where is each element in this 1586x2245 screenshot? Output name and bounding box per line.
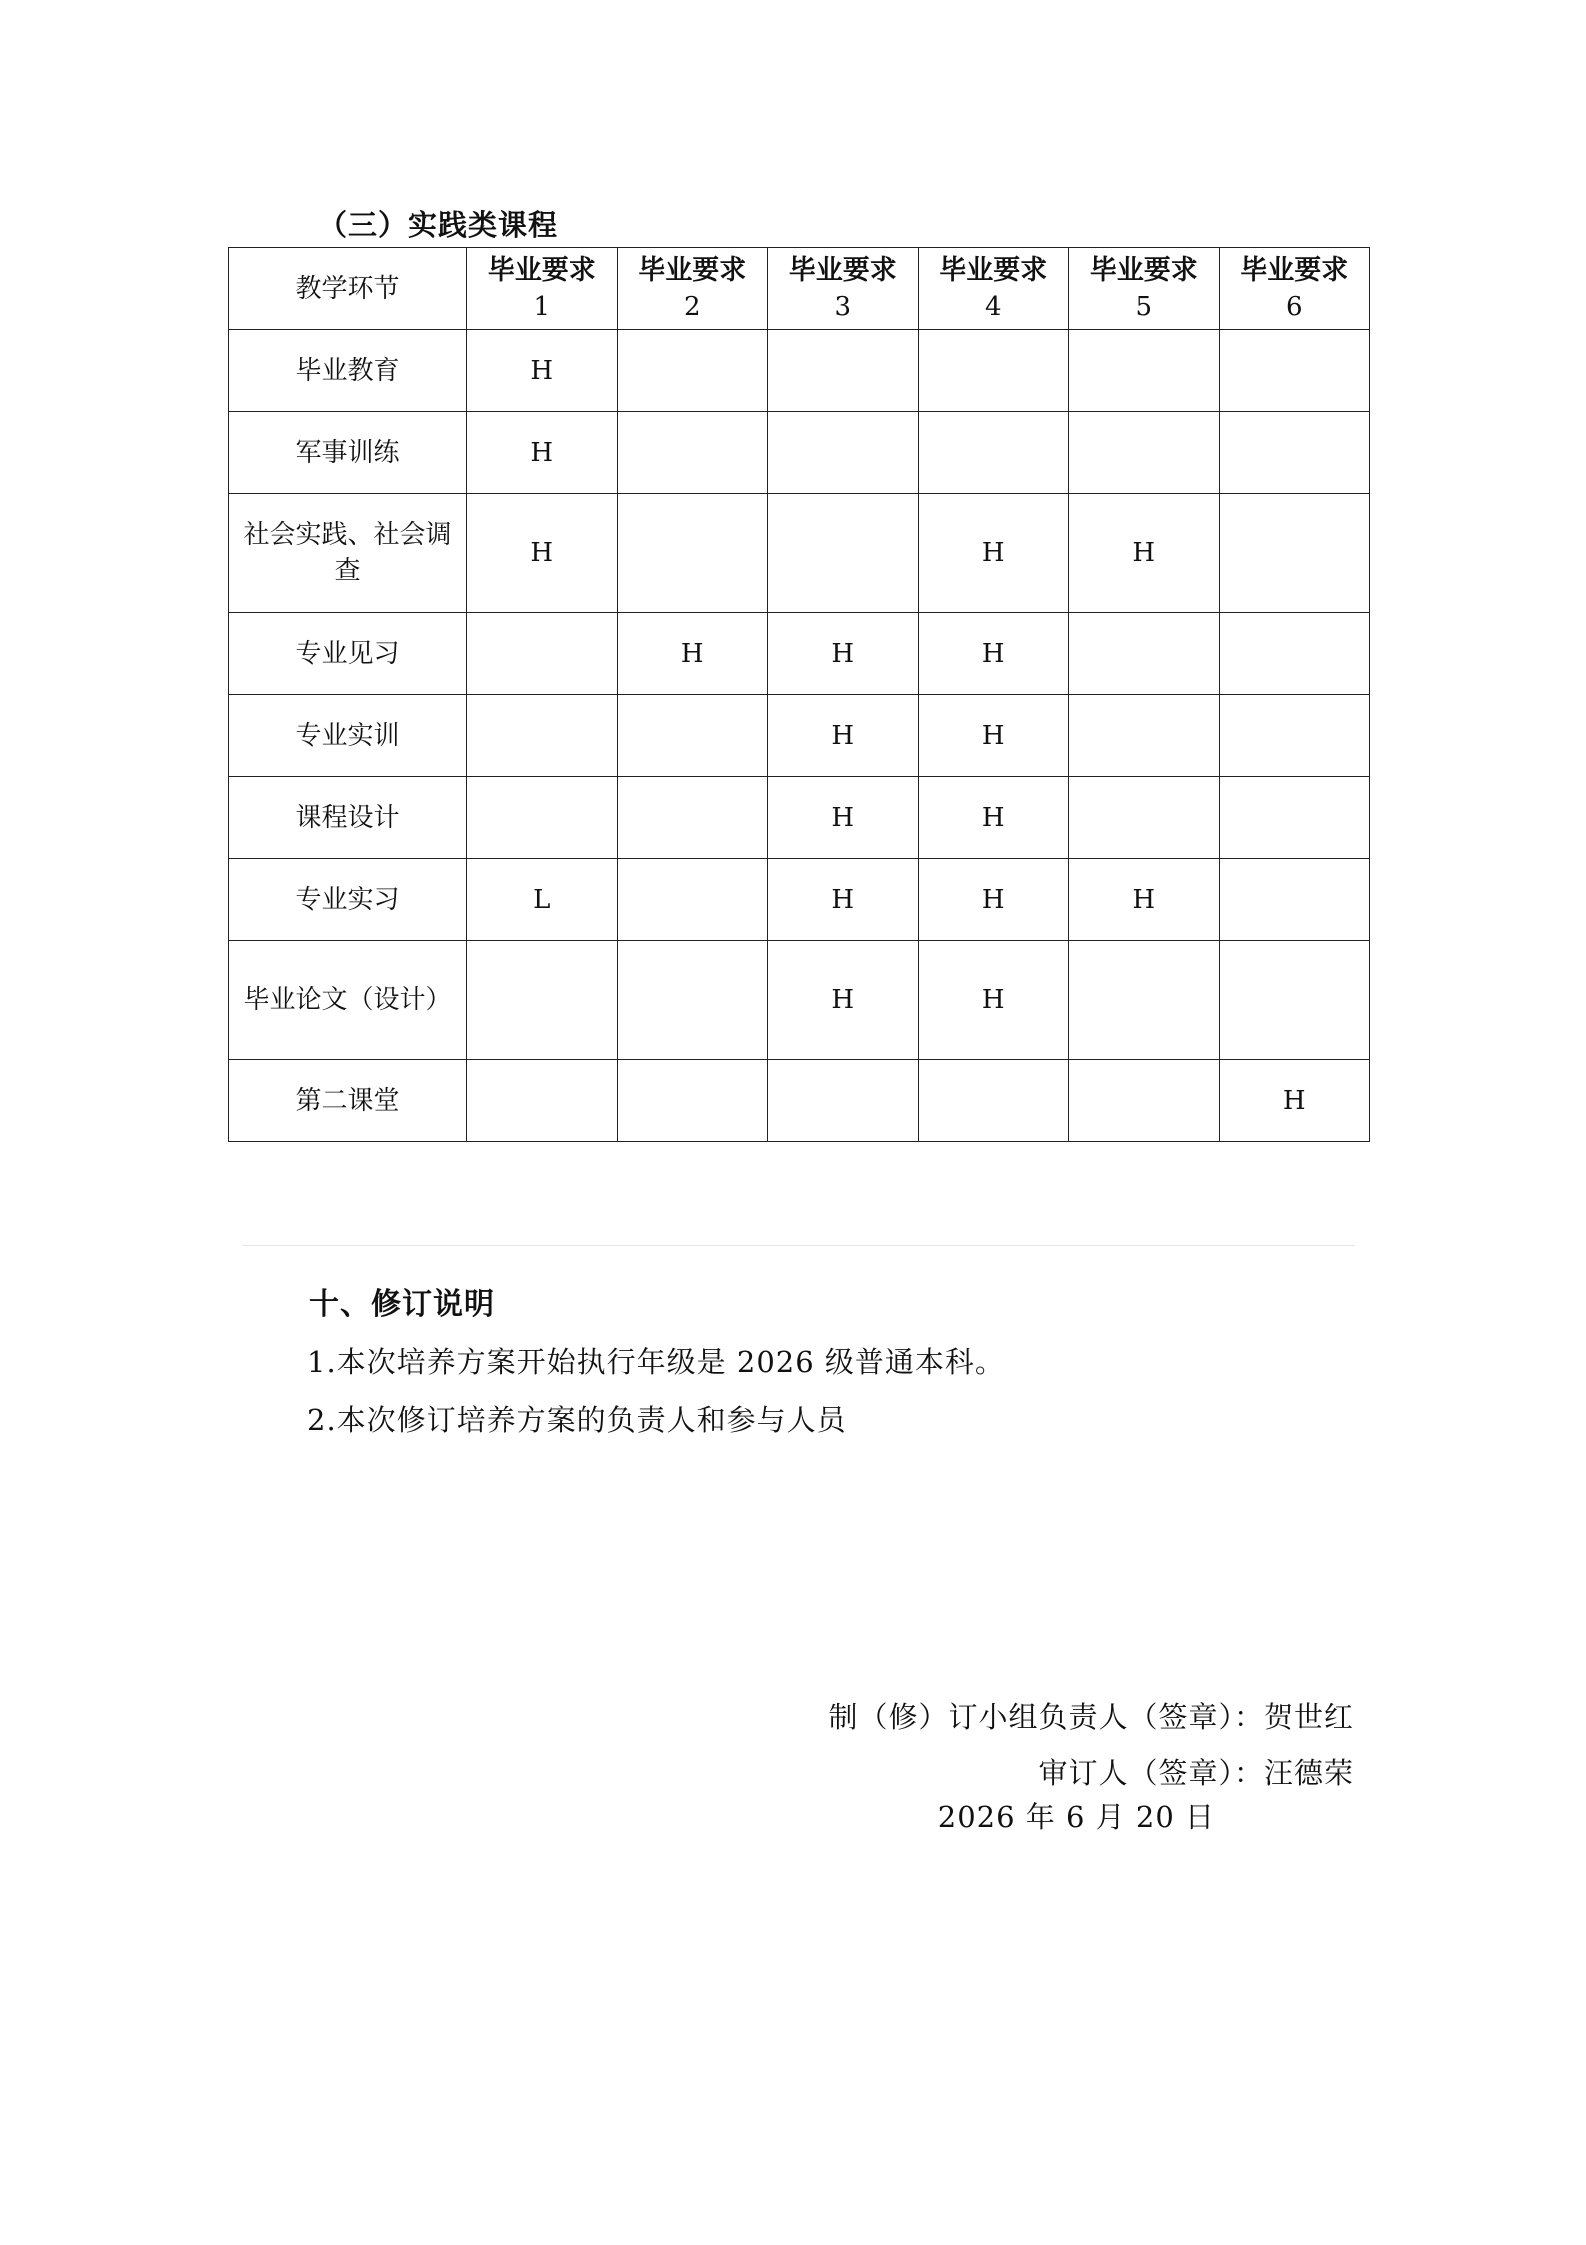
cell bbox=[617, 494, 768, 613]
cell bbox=[768, 1060, 919, 1142]
row-label: 课程设计 bbox=[229, 777, 467, 859]
cell bbox=[467, 941, 618, 1060]
cell bbox=[1219, 777, 1370, 859]
cell bbox=[1219, 859, 1370, 941]
cell: H bbox=[768, 941, 919, 1060]
row-label: 第二课堂 bbox=[229, 1060, 467, 1142]
cell bbox=[1069, 613, 1220, 695]
signature-date: 2026 年 6 月 20 日 bbox=[937, 1800, 1215, 1834]
cell bbox=[617, 1060, 768, 1142]
req-header-3: 毕业要求 3 bbox=[768, 248, 919, 330]
cell bbox=[1219, 941, 1370, 1060]
table-row bbox=[229, 412, 1370, 494]
table-row bbox=[229, 695, 1370, 777]
cell bbox=[467, 1060, 618, 1142]
cell bbox=[1069, 695, 1220, 777]
cell: H bbox=[768, 613, 919, 695]
req-header-6: 毕业要求 6 bbox=[1219, 248, 1370, 330]
req-header-2: 毕业要求 2 bbox=[617, 248, 768, 330]
cell: H bbox=[467, 412, 618, 494]
cell bbox=[1219, 695, 1370, 777]
cell: H bbox=[918, 613, 1069, 695]
cell bbox=[1069, 330, 1220, 412]
cell bbox=[467, 613, 618, 695]
cell: H bbox=[467, 494, 618, 613]
cell: H bbox=[918, 941, 1069, 1060]
corner-header: 教学环节 bbox=[229, 248, 467, 330]
cell bbox=[617, 695, 768, 777]
cell bbox=[1069, 1060, 1220, 1142]
table-row bbox=[229, 777, 1370, 859]
cell bbox=[1069, 412, 1220, 494]
table-row bbox=[229, 859, 1370, 941]
cell: H bbox=[1069, 859, 1220, 941]
section-title: （三）实践类课程 bbox=[318, 208, 559, 242]
cell bbox=[1069, 777, 1220, 859]
cell bbox=[1219, 613, 1370, 695]
revision-title: 十、修订说明 bbox=[309, 1287, 495, 1322]
row-label: 毕业论文（设计） bbox=[229, 941, 467, 1060]
cell: H bbox=[768, 859, 919, 941]
cell: H bbox=[918, 859, 1069, 941]
cell bbox=[467, 695, 618, 777]
cell: L bbox=[467, 859, 618, 941]
row-label: 毕业教育 bbox=[229, 330, 467, 412]
cell bbox=[1219, 412, 1370, 494]
cell bbox=[617, 412, 768, 494]
row-label: 军事训练 bbox=[229, 412, 467, 494]
table-header-row bbox=[229, 248, 1370, 330]
table-row bbox=[229, 494, 1370, 613]
section-divider bbox=[242, 1245, 1355, 1246]
cell: H bbox=[918, 494, 1069, 613]
cell bbox=[617, 777, 768, 859]
table-row bbox=[229, 613, 1370, 695]
cell: H bbox=[1069, 494, 1220, 613]
cell bbox=[617, 941, 768, 1060]
cell bbox=[918, 330, 1069, 412]
cell bbox=[467, 777, 618, 859]
table-row bbox=[229, 941, 1370, 1060]
table-row bbox=[229, 1060, 1370, 1142]
cell bbox=[1219, 494, 1370, 613]
cell bbox=[617, 330, 768, 412]
revision-note-2: 2.本次修订培养方案的负责人和参与人员 bbox=[307, 1403, 847, 1437]
cell bbox=[1069, 941, 1220, 1060]
signature-leader: 制（修）订小组负责人（签章）：贺世红 bbox=[828, 1700, 1354, 1734]
cell: H bbox=[467, 330, 618, 412]
cell bbox=[768, 330, 919, 412]
req-header-1: 毕业要求 1 bbox=[467, 248, 618, 330]
cell: H bbox=[918, 695, 1069, 777]
row-label: 专业实习 bbox=[229, 859, 467, 941]
row-label: 专业见习 bbox=[229, 613, 467, 695]
row-label: 专业实训 bbox=[229, 695, 467, 777]
cell bbox=[768, 412, 919, 494]
table-row bbox=[229, 330, 1370, 412]
cell: H bbox=[617, 613, 768, 695]
req-header-4: 毕业要求 4 bbox=[918, 248, 1069, 330]
req-header-5: 毕业要求 5 bbox=[1069, 248, 1220, 330]
practice-course-matrix bbox=[228, 247, 1370, 1142]
row-label: 社会实践、社会调查 bbox=[229, 494, 467, 613]
cell: H bbox=[768, 777, 919, 859]
cell bbox=[768, 494, 919, 613]
cell: H bbox=[918, 777, 1069, 859]
cell: H bbox=[1219, 1060, 1370, 1142]
signature-reviewer: 审订人（签章）：汪德荣 bbox=[1038, 1756, 1354, 1790]
cell bbox=[617, 859, 768, 941]
cell bbox=[1219, 330, 1370, 412]
cell bbox=[918, 412, 1069, 494]
cell bbox=[918, 1060, 1069, 1142]
revision-note-1: 1.本次培养方案开始执行年级是 2026 级普通本科。 bbox=[307, 1345, 1005, 1379]
cell: H bbox=[768, 695, 919, 777]
